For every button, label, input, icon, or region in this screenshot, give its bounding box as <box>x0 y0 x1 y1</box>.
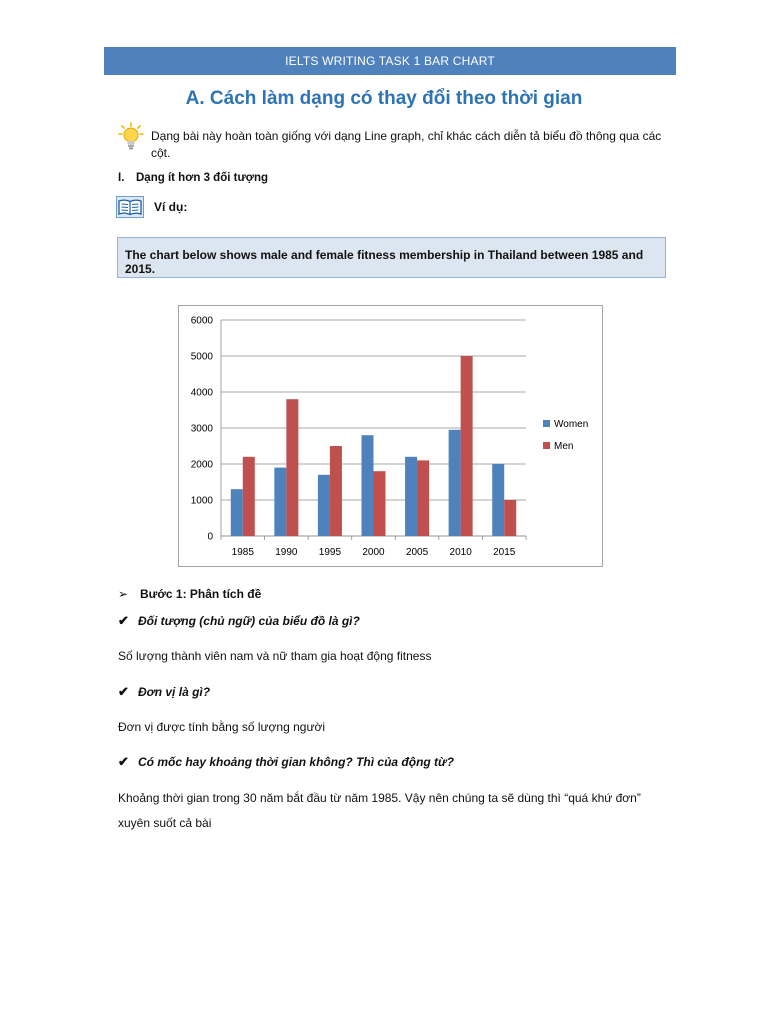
bar-women <box>405 457 417 536</box>
y-tick-label: 2000 <box>190 459 213 471</box>
header-banner: IELTS WRITING TASK 1 BAR CHART <box>104 47 676 75</box>
legend-swatch-women <box>543 420 550 427</box>
bar-women <box>492 464 504 536</box>
question-row <box>118 613 360 629</box>
checkmark-icon: ✔ <box>118 684 129 699</box>
y-tick-label: 1000 <box>190 495 213 507</box>
step-heading <box>118 587 261 601</box>
y-tick-label: 3000 <box>190 423 213 435</box>
y-tick-label: 5000 <box>190 351 213 363</box>
bar-men <box>374 471 386 536</box>
question-text: Đơn vị là gì? <box>138 685 211 699</box>
bar-women <box>449 430 461 536</box>
bar-women <box>274 468 286 536</box>
page-title: A. Cách làm dạng có thay đổi theo thời gian <box>185 88 583 109</box>
checkmark-icon: ✔ <box>118 613 129 628</box>
section-heading <box>118 172 268 184</box>
lightbulb-icon <box>118 122 144 152</box>
x-tick-label: 1995 <box>318 547 342 558</box>
answer-text: Số lượng thành viên nam và nữ tham gia hoạt động fitness <box>118 649 432 663</box>
answer-text: Đơn vị được tính bằng số lượng người <box>118 720 326 734</box>
y-tick-label: 4000 <box>190 387 213 399</box>
y-tick-label: 6000 <box>190 315 213 327</box>
x-tick-label: 1990 <box>275 547 298 558</box>
bar-men <box>243 457 255 536</box>
bar-men <box>417 460 429 536</box>
bar-women <box>318 475 330 536</box>
prompt-box: The chart below shows male and female fitness membership in Thailand between 1985 and 2015. <box>117 237 666 278</box>
bar-chart <box>178 305 603 567</box>
bar-men <box>461 356 473 536</box>
checkmark-icon: ✔ <box>118 754 129 769</box>
book-icon <box>116 196 144 218</box>
question-text: Có mốc hay khoảng thời gian không? Thì của động từ? <box>138 755 454 769</box>
legend-swatch-men <box>543 442 550 449</box>
arrow-bullet-icon: ➢ <box>118 587 129 601</box>
bar-women <box>231 489 243 536</box>
bar-men <box>286 399 298 536</box>
bar-men <box>504 500 516 536</box>
question-text: Đối tượng (chủ ngữ) của biểu đồ là gì? <box>138 614 360 628</box>
legend-label-men: Men <box>554 441 574 452</box>
question-row <box>118 684 210 700</box>
y-tick-label: 0 <box>207 531 213 543</box>
x-tick-label: 1985 <box>231 547 254 558</box>
example-label: Ví dụ: <box>154 200 188 214</box>
x-tick-label: 2015 <box>493 547 516 558</box>
tip-text: Dạng bài này hoàn toàn giống với dạng Line graph, chỉ khác cách diễn tả biểu đồ thông qua các cột. <box>151 129 662 160</box>
x-tick-label: 2000 <box>362 547 385 558</box>
x-tick-label: 2010 <box>449 547 472 558</box>
bar-women <box>362 435 374 536</box>
chart-canvas <box>179 306 604 568</box>
section-number: I. <box>118 172 125 184</box>
answer-text: Khoảng thời gian trong 30 năm bắt đầu từ năm 1985. Vậy nên chúng ta sẽ dùng thì “quá khứ đơn” xuyên suốt cả bài <box>118 791 641 830</box>
bar-men <box>330 446 342 536</box>
x-tick-label: 2005 <box>405 547 429 558</box>
step-label: Bước 1: Phân tích đề <box>140 587 262 601</box>
question-row <box>118 754 454 770</box>
legend-label-women: Women <box>554 419 589 430</box>
section-heading-text: Dạng ít hơn 3 đối tượng <box>136 172 268 184</box>
